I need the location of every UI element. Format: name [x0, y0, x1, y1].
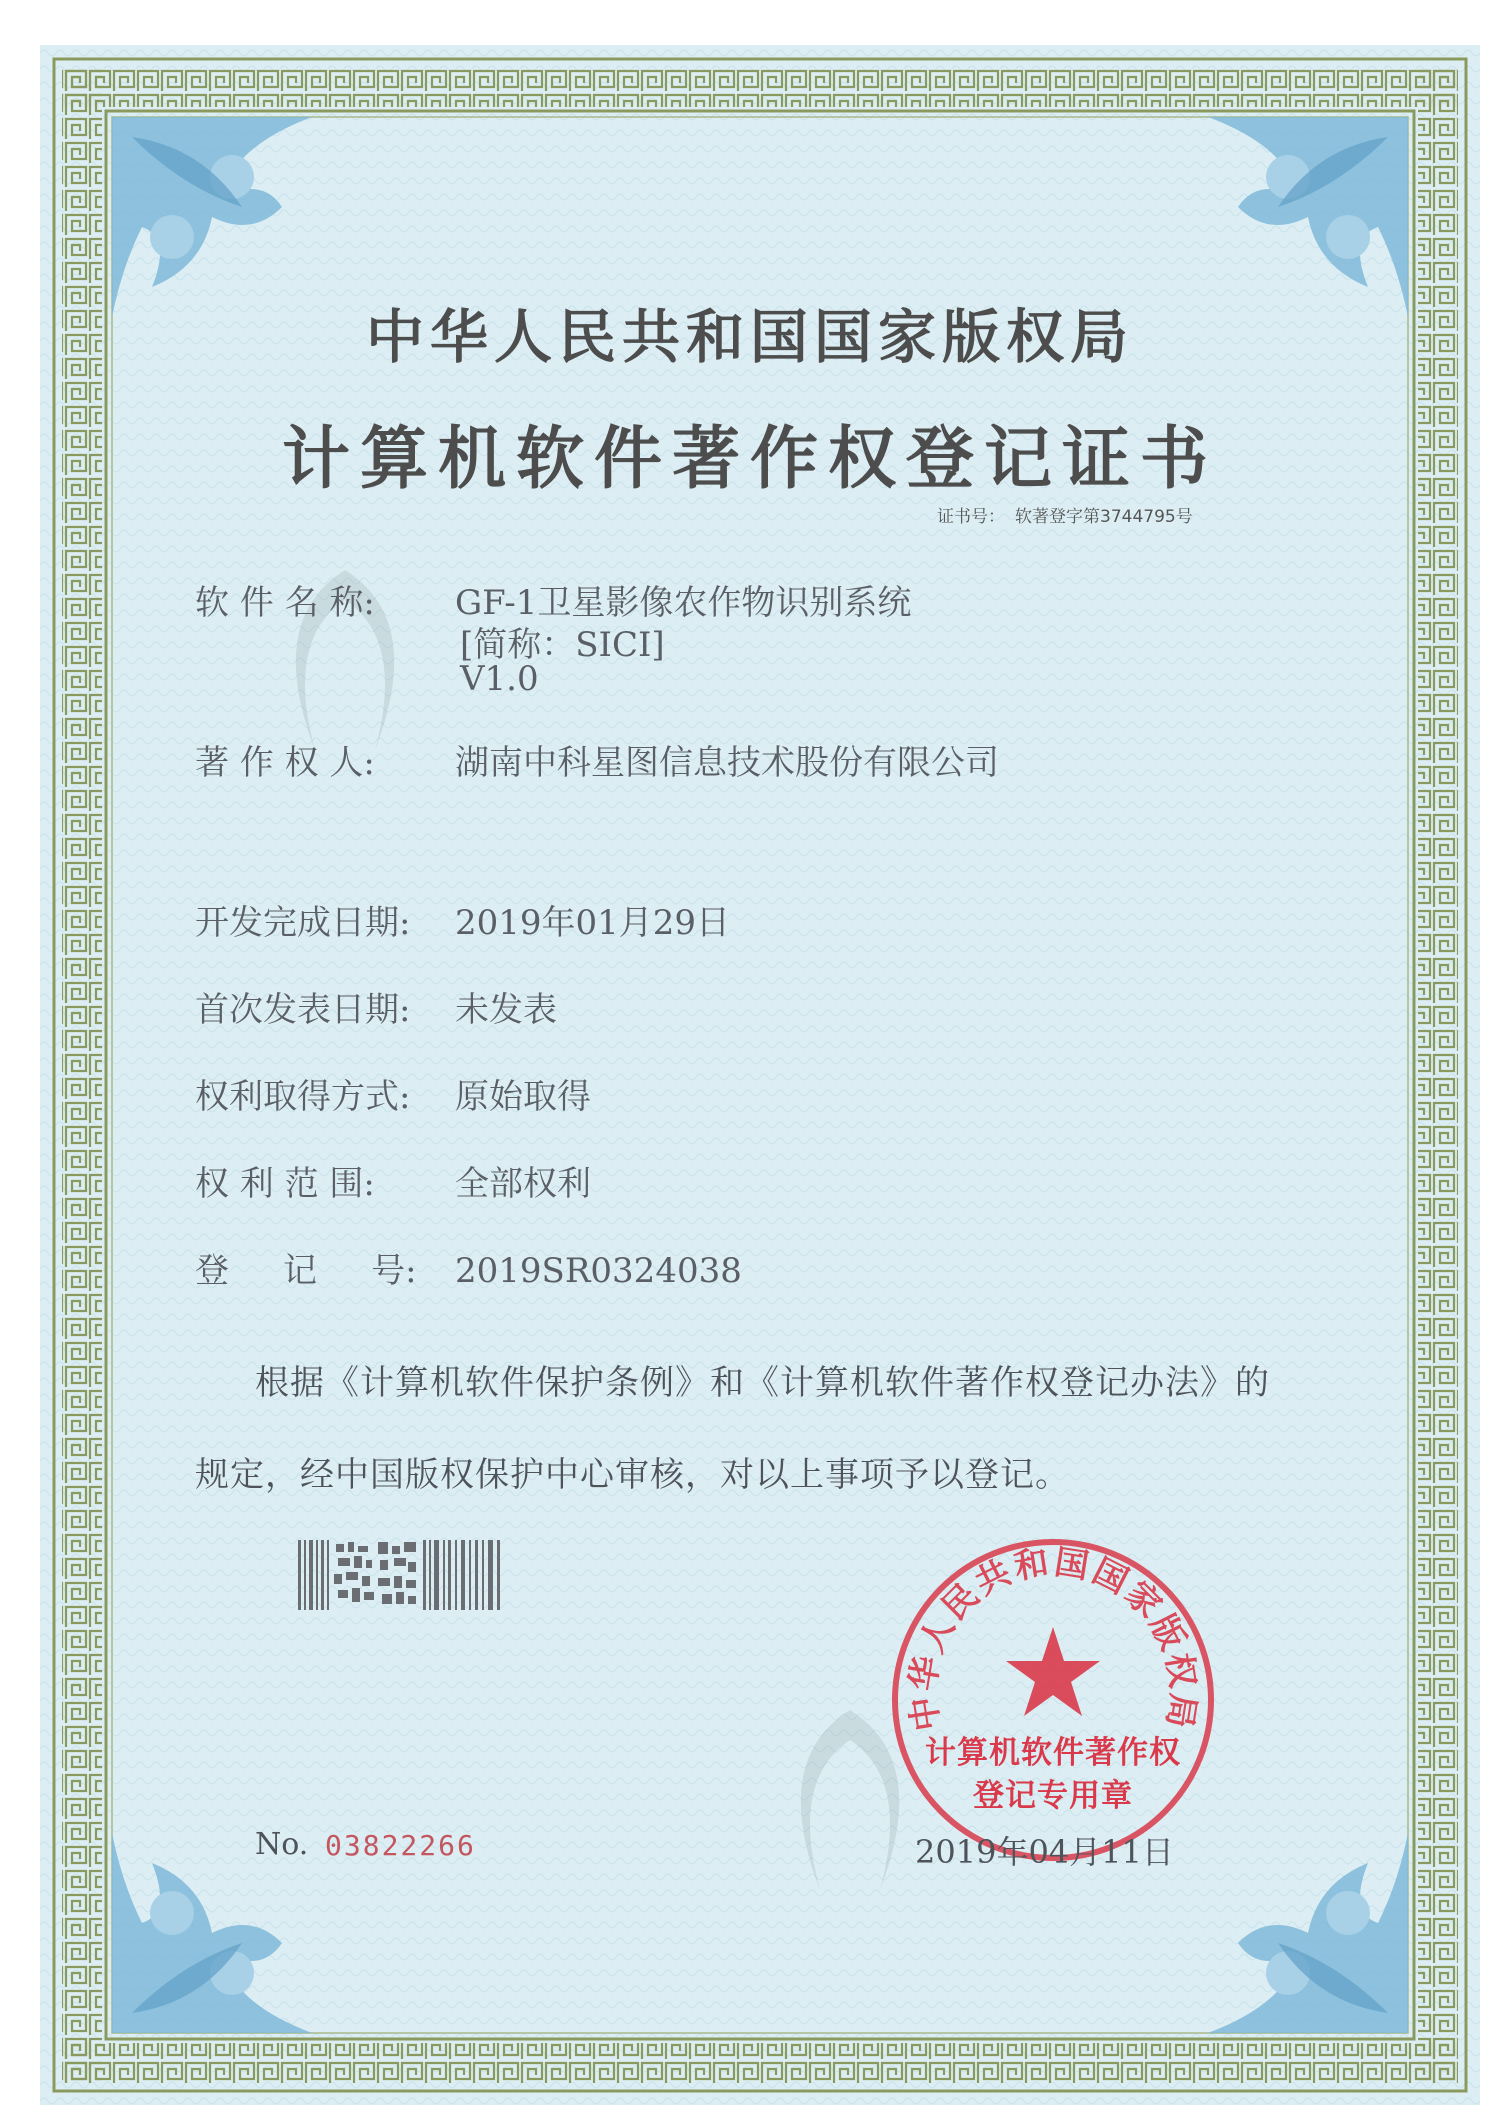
- dev-date-row: [195, 895, 730, 944]
- software-name-value: GF-1卫星影像农作物识别系统: [455, 583, 912, 623]
- seal-ring-text: 中华人民共和国国家版权局: [902, 1542, 1204, 1734]
- rights-scope-label: 权 利 范 围:: [195, 1164, 375, 1204]
- seal-line-2: 登记专用章: [973, 1778, 1133, 1814]
- publish-date-label: 首次发表日期:: [195, 990, 411, 1030]
- dev-date-value: 2019年01月29日: [455, 903, 731, 943]
- corner-ornament-bottom-left: [112, 1773, 372, 2033]
- acquire-method-label: 权利取得方式:: [195, 1077, 411, 1117]
- certificate-number-value: 软著登字第3744795号: [1015, 507, 1193, 527]
- software-version: V1.0: [460, 659, 539, 699]
- registration-number-label: 登 记 号:: [195, 1251, 417, 1291]
- dev-date-label: 开发完成日期:: [195, 903, 411, 943]
- publish-date-row: [195, 982, 557, 1031]
- owner-label: 著 作 权 人:: [195, 743, 375, 783]
- certificate-number: [937, 502, 1193, 527]
- software-short-name: [简称：SICI]: [460, 625, 665, 665]
- issuing-authority: 中华人民共和国国家版权局: [365, 303, 1134, 371]
- certificate-title: 计算机软件著作权登记证书: [281, 420, 1218, 499]
- star-icon: [1006, 1627, 1100, 1716]
- issue-date: 2019年04月11日: [915, 1833, 1174, 1871]
- seal-ring-icon: [888, 1535, 1218, 1865]
- serial-number-value: 03822266: [325, 1829, 476, 1862]
- registration-number-row: [195, 1243, 742, 1292]
- registration-number-value: 2019SR0324038: [455, 1251, 742, 1291]
- serial-number-label: No.: [255, 1827, 309, 1862]
- acquire-method-value: 原始取得: [455, 1077, 591, 1117]
- statement-line-2: 规定，经中国版权保护中心审核，对以上事项予以登记。: [195, 1455, 1070, 1495]
- rights-scope-row: [195, 1156, 591, 1205]
- statement-line-1: 根据《计算机软件保护条例》和《计算机软件著作权登记办法》的: [255, 1363, 1270, 1403]
- certificate-number-label: 证书号：: [937, 507, 1005, 527]
- acquire-method-row: [195, 1069, 591, 1118]
- owner-value: 湖南中科星图信息技术股份有限公司: [455, 743, 999, 783]
- rights-scope-value: 全部权利: [455, 1164, 591, 1204]
- publish-date-value: 未发表: [455, 990, 557, 1030]
- software-name-label: 软 件 名 称:: [195, 583, 375, 623]
- seal-line-1: 计算机软件著作权: [925, 1735, 1181, 1771]
- official-seal: [888, 1535, 1218, 1865]
- owner-row: [195, 735, 999, 784]
- barcode-icon: [298, 1540, 503, 1610]
